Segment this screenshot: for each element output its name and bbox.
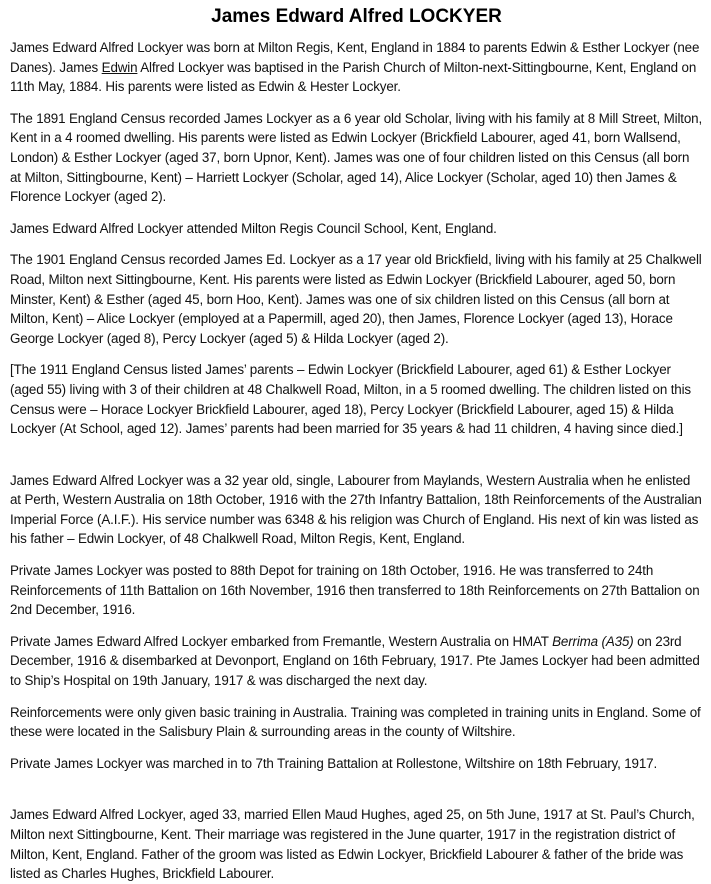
paragraph-birth [10, 38, 703, 97]
paragraph-1891-census: The 1891 England Census recorded James Lockyer as a 6 year old Scholar, living with his family at 8 Mill Street, Milton, Kent in a 4 roomed dwelling. His parents were listed as Edwin Lockyer (Brickfield Labourer, aged 41, born Wallsend, London) & Esther Lockyer (aged 37, born Upnor, Kent). James was one of four children listed on this Census (all born at Milton, Sittingbourne, Kent) – Harriett Lockyer (Scholar, aged 14), Alice Lockyer (Scholar, aged 10) then James & Florence Lockyer (aged 2). [10, 110, 703, 205]
section-spacer [10, 451, 703, 471]
section-spacer [10, 785, 703, 805]
embark-text-b: on 23rd December, 1916 & disembarked at Devonport, England on 16th February, 1917. Pte James Lockyer had been admitted to Ship’s Hospital on 19th January, 1917 & was discharged the next day. [10, 633, 700, 689]
paragraph-embarkation [10, 632, 703, 691]
paragraph-posting: Private James Lockyer was posted to 88th Depot for training on 18th October, 1916. He was transferred to 24th Reinforcements of 11th Battalion on 16th November, 1916 then transferred to 18th Reinforcements on 27th Battalion on 2nd December, 1916. [10, 563, 700, 618]
birth-text-b: Alfred Lockyer was baptised in the Parish Church of Milton-next-Sittingbourne, Kent, England on 11th May, 1884. His parents were listed as Edwin & Hester Lockyer. [10, 59, 697, 95]
paragraph-training-info: Reinforcements were only given basic training in Australia. Training was completed in training units in England. Some of these were located in the Salisbury Plain & surrounding areas in the county of Wiltshire. [10, 704, 701, 740]
paragraph-training-battalion: Private James Lockyer was marched in to 7th Training Battalion at Rollestone, Wiltshire on 18th February, 1917. [10, 755, 658, 771]
page-title: James Edward Alfred LOCKYER [211, 6, 502, 27]
ship-name: Berrima (A35) [552, 633, 634, 649]
paragraph-1911-census: [The 1911 England Census listed James’ parents – Edwin Lockyer (Brickfield Labourer, aged 61) & Esther Lockyer (aged 55) living with 3 of their children at 48 Chalkwell Road, Milton, in a 5 roomed dwelling. The children listed on this Census were – Horace Lockyer Brickfield Labourer, aged 18), Percy Lockyer (Brickfield Labourer, aged 15) & Hilda Lockyer (At School, aged 12). James’ parents had been married for 35 years & had 11 children, 4 having since died.] [10, 362, 691, 437]
paragraph-marriage: James Edward Alfred Lockyer, aged 33, married Ellen Maud Hughes, aged 25, on 5th June, 1917 at St. Paul’s Church, Milton next Sittingbourne, Kent. Their marriage was registered in the June quarter, 1917 in the registration district of Milton, Kent, England. Father of the groom was listed as Edwin Lockyer, Brickfield Labourer & father of the bride was listed as Charles Hughes, Brickfield Labourer. [10, 807, 695, 882]
paragraph-school: James Edward Alfred Lockyer attended Milton Regis Council School, Kent, England. [10, 220, 497, 236]
underlined-name: Edwin [101, 59, 138, 75]
paragraph-enlistment: James Edward Alfred Lockyer was a 32 year old, single, Labourer from Maylands, Western Australia when he enlisted at Perth, Western Australia on 18th October, 1916 with the 27th Infantry Battalion, 18th Reinforcements of the Australian Imperial Force (A.I.F.). His service number was 6348 & his religion was Church of England. His next of kin was listed as his father – Edwin Lockyer, of 48 Chalkwell Road, Milton Regis, Kent, England. [10, 472, 702, 547]
embark-text-a: Private James Edward Alfred Lockyer embarked from Fremantle, Western Australia on HMAT [10, 633, 553, 649]
paragraph-1901-census: The 1901 England Census recorded James Ed. Lockyer as a 17 year old Brickfield, living with his family at 25 Chalkwell Road, Milton next Sittingbourne, Kent. His parents were listed as Edwin Lockyer (Brickfield Labourer, aged 50, born Minster, Kent) & Esther (aged 45, born Hoo, Kent). James was one of six children listed on this Census (all born at Milton, Kent) – Alice Lockyer (employed at a Papermill, aged 20), then James, Florence Lockyer (aged 13), Horace George Lockyer (aged 8), Percy Lockyer (aged 5) & Hilda Lockyer (aged 2). [10, 252, 702, 346]
birth-text-a: James Edward Alfred Lockyer was born at Milton Regis, Kent, England in 1884 to parents Edwin & Esther Lockyer (nee Danes). James [10, 40, 700, 75]
